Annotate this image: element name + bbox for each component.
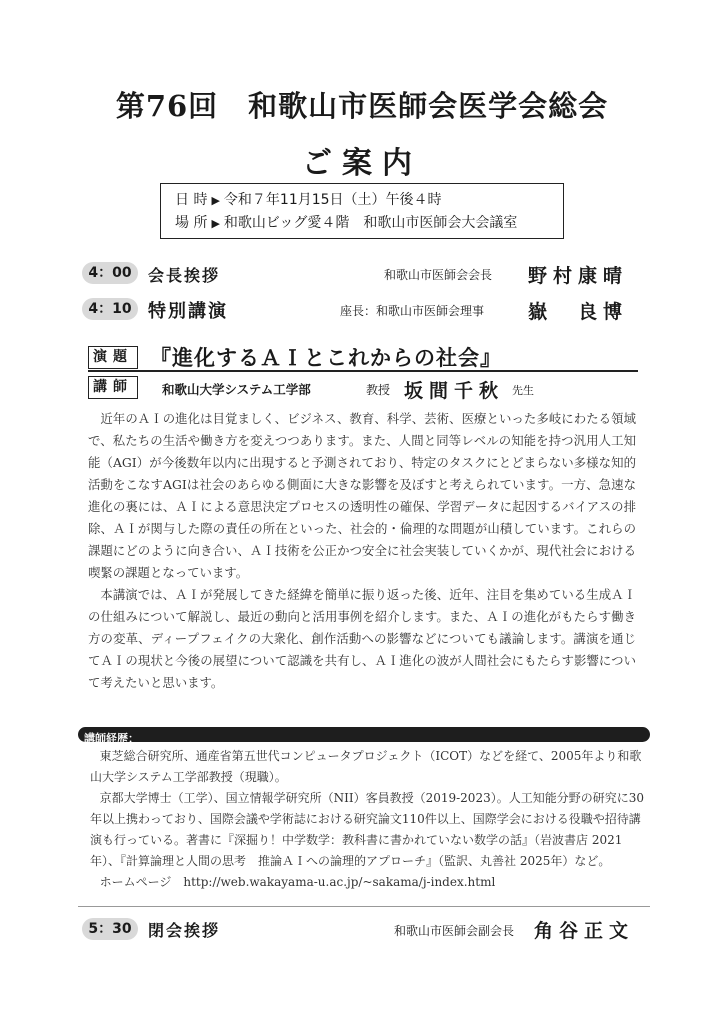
special-time-badge: 4：10 [82,298,138,320]
date-row [175,189,563,212]
opening-speaker-name: 野村康晴 [528,265,629,287]
abstract-paragraph: 本講演では、ＡＩが発展してきた経緯を簡単に振り返った後、近年、注目を集めている生成ＡＩの仕組みについて解説し、最近の動向と活用事例を紹介します。また、ＡＩの進化がもたらす働き方の変革、ディープフェイクの大衆化、創作活動への影響などについても議論します。講演を通じてＡＩの現状と今後の展望について認識を共有し、ＡＩ進化の波が人間社会にもたらす影響について考えたいと思います。 [88,587,636,690]
abstract-paragraph: 近年のＡＩの進化は目覚ましく、ビジネス、教育、科学、芸術、医療といった多岐にわたる領域で、私たちの生活や働き方を変えつつあります。また、人間と同等レベルの知能を持つ汎用人工知能（AGI）が今後数年以内に出現すると予測されており、特定のタスクにとどまらない多様な知的活動をこなすAGIは社会のあらゆる側面に大きな影響を及ぼすと考えられています。一方、急速な進化の裏には、ＡＩによる意思決定プロセスの透明性の確保、学習データに起因するバイアスの排除、ＡＩが関与した際の責任の所在といった、社会的・倫理的な問題が山積しています。これらの課題にどのように向き合い、ＡＩ技術を公正かつ安全に社会実装していくかが、現代社会における喫緊の課題となっています。 [88,411,636,580]
chair-role: 座長：和歌山市医師会理事 [340,304,485,318]
event-subtitle: ご案内 [302,146,422,181]
lecturer-position: 教授 [366,383,391,397]
date-value: 令和７年11月15日（土）午後４時 [223,192,442,208]
lecture-title: 『進化するＡＩとこれからの社会』 [150,346,502,370]
lecturer-bio [90,746,650,893]
bio-paragraph: 東芝総合研究所、通産省第五世代コンピュータプロジェクト（ICOT）などを経て、2005年より和歌山大学システム工学部教授（現職）。 [90,749,642,784]
lecturer-tag: 講師 [88,376,138,399]
lecture-abstract [88,408,636,694]
event-title: 第76回 和歌山市医師会医学会総会 [115,89,609,123]
opening-time-badge: 4：00 [82,262,138,284]
arrow-right-icon: ▶ [211,194,220,207]
place-value: 和歌山ビッグ愛４階 和歌山市医師会大会議室 [223,215,518,231]
divider-line [78,906,650,907]
place-row [175,212,563,235]
chair-name: 嶽 良博 [528,301,629,323]
bio-heading-bar [78,727,650,745]
event-info-box [160,183,564,239]
closing-speaker-name: 角谷正文 [534,920,635,942]
place-label: 場 所 [175,215,208,231]
lecturer-name: 坂間千秋 [404,380,505,402]
special-label: 特別講演 [148,301,228,322]
divider-line [88,370,638,372]
arrow-right-icon: ▶ [211,217,220,230]
closing-time-badge: 5：30 [82,918,138,940]
closing-role: 和歌山市医師会副会長 [394,924,515,938]
bio-heading: 講師経歴： [84,732,139,745]
lecturer-honorific: 先生 [512,384,534,397]
opening-label: 会長挨拶 [148,266,221,285]
lecturer-affiliation: 和歌山大学システム工学部 [162,382,311,397]
topic-tag: 演題 [88,346,138,369]
closing-label: 閉会挨拶 [148,921,221,940]
date-label: 日 時 [175,192,208,208]
bio-paragraph: 京都大学博士（工学）、国立情報学研究所（NII）客員教授（2019-2023）。人工知能分野の研究に30年以上携わっており、国際会議や学術誌における研究論文110件以上、国際学会における役職や招待講演も行っている。著書に『深掘り！中学数学：教科書に書かれていない数学の話』（岩波書店 2021年）、『計算論理と人間の思考 推論ＡＩへの論理的アプローチ』（監訳、丸善社 2025年）など。 [90,791,644,868]
opening-role: 和歌山市医師会会長 [384,268,493,282]
homepage-link[interactable]: ホームページ http://web.wakayama-u.ac.jp/~sakama/j-index.html [99,875,496,889]
